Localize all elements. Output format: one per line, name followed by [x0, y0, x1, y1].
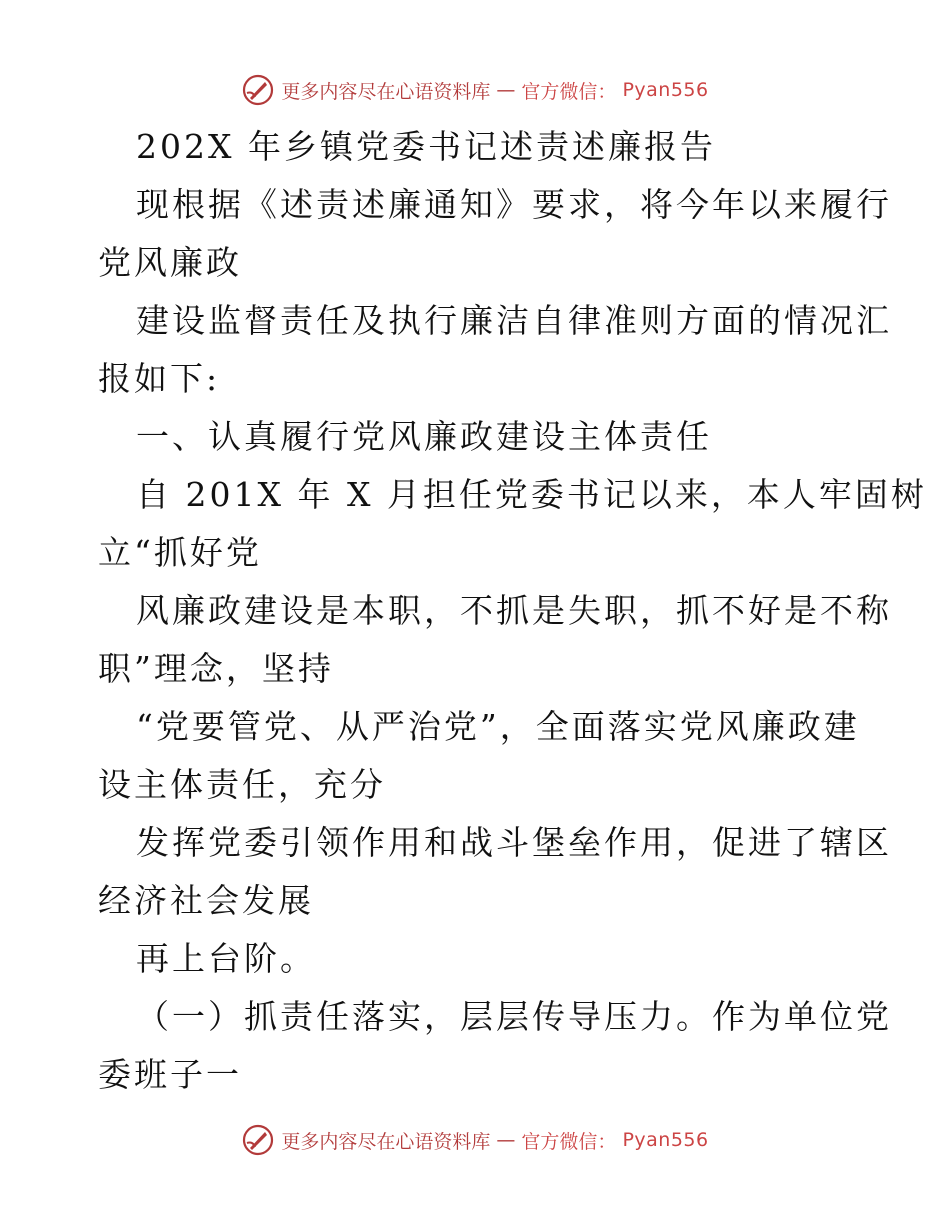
watermark-separator: — [496, 1129, 516, 1151]
quill-pen-logo-icon [241, 73, 275, 107]
watermark-wechat-id: Pyan556 [622, 1129, 709, 1151]
paragraph-line: 设主体责任，充分 [98, 765, 386, 804]
watermark-banner-bottom [0, 1122, 950, 1158]
watermark-wechat-label: 官方微信： [521, 1130, 617, 1153]
paragraph-line: 风廉政建设是本职，不抓是失职，抓不好是不称 [136, 591, 892, 630]
paragraph-line: 现根据《述责述廉通知》要求，将今年以来履行 [136, 185, 892, 224]
paragraph-line: 发挥党委引领作用和战斗堡垒作用，促进了辖区 [136, 823, 892, 862]
section-heading: 一、认真履行党风廉政建设主体责任 [136, 417, 712, 456]
watermark-separator: — [496, 79, 516, 101]
paragraph-line: 职”理念，坚持 [98, 649, 334, 688]
watermark-text: 更多内容尽在心语资料库 [281, 1130, 491, 1153]
document-title: 202X 年乡镇党委书记述责述廉报告 [136, 127, 716, 166]
paragraph-line: 党风廉政 [98, 243, 242, 282]
watermark-wechat-id: Pyan556 [622, 79, 709, 101]
quill-pen-logo-icon [241, 1123, 275, 1157]
paragraph-line: 再上台阶。 [136, 939, 316, 978]
paragraph-line: “党要管党、从严治党”，全面落实党风廉政建 [136, 707, 860, 746]
watermark-text: 更多内容尽在心语资料库 [281, 80, 491, 103]
watermark-banner-top [0, 72, 950, 108]
paragraph-line: 委班子一 [98, 1055, 242, 1094]
paragraph-line: 自 201X 年 X 月担任党委书记以来，本人牢固树 [136, 475, 927, 514]
paragraph-line: 经济社会发展 [98, 881, 314, 920]
paragraph-line: 报如下: [98, 359, 221, 398]
document-body [98, 118, 927, 1104]
subsection-heading: （一）抓责任落实，层层传导压力。作为单位党 [136, 997, 892, 1036]
paragraph-line: 立“抓好党 [98, 533, 262, 572]
paragraph-line: 建设监督责任及执行廉洁自律准则方面的情况汇 [136, 301, 892, 340]
watermark-wechat-label: 官方微信： [521, 80, 617, 103]
